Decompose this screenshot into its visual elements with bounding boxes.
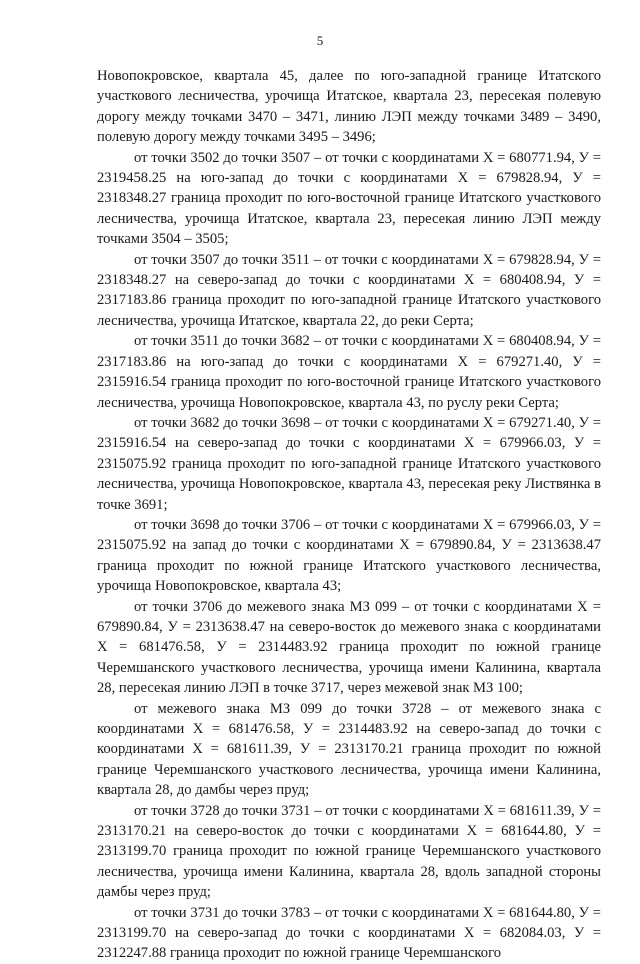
- paragraph-segment-3728-3731: от точки 3728 до точки 3731 – от точки с координатами X = 681611.39, У = 2313170.21 на северо-восток до точки с координатами X = 681644.80, У = 2313199.70 граница проходит по южной границе Черемшанского участкового лесничества, урочища имени Калинина, квартала 28, вдоль западной стороны дамбы через пруд;: [97, 802, 601, 901]
- page-number: 5: [316, 33, 324, 48]
- paragraph-continuation: Новопокровское, квартала 45, далее по юго-западной границе Итатского участкового лесничества, урочища Итатское, квартала 23, пересекая полевую дорогу между точками 3470 – 3471, линию ЛЭП между точками 3489 – 3490, полевую дорогу между точками 3495 – 3496;: [97, 68, 601, 146]
- paragraph-segment-mz099-3728: от межевого знака МЗ 099 до точки 3728 – от межевого знака с координатами X = 681476.58, У = 2314483.92 на северо-запад до точки с координатами X = 681611.39, У = 2313170.21 граница проходит по южной границе Черемшанского участкового лесничества, урочища имени Калинина, квартала 28, до дамбы через пруд;: [97, 700, 601, 799]
- paragraph-segment-3706-mz099: от точки 3706 до межевого знака МЗ 099 – от точки с координатами X = 679890.84, У = 2313638.47 на северо-восток до межевого знака с координатами X = 681476.58, У = 2314483.92 граница проходит по южной границе Черемшанского участкового лесничества, урочища имени Калинина, квартала 28, пересекая линию ЛЭП в точке 3717, через межевой знак МЗ 100;: [97, 598, 601, 697]
- document-body: [97, 66, 601, 964]
- paragraph-segment-3502-3507: от точки 3502 до точки 3507 – от точки с координатами X = 680771.94, У = 2319458.25 на юго-запад до точки с координатами X = 679828.94, У = 2318348.27 граница проходит по юго-восточной границе Итатского участкового лесничества, урочища Итатское, квартала 23, пересекая линию ЛЭП между точками 3504 – 3505;: [97, 149, 601, 248]
- paragraph-segment-3507-3511: от точки 3507 до точки 3511 – от точки с координатами X = 679828.94, У = 2318348.27 на северо-запад до точки с координатами X = 680408.94, У = 2317183.86 граница проходит по юго-западной границе Итатского участкового лесничества, урочища Итатское, квартала 22, до реки Серта;: [97, 251, 601, 329]
- paragraph-segment-3698-3706: от точки 3698 до точки 3706 – от точки с координатами X = 679966.03, У = 2315075.92 на запад до точки с координатами X = 679890.84, У = 2313638.47 граница проходит по южной границе Итатского участкового лесничества, урочища Новопокровское, квартала 43;: [97, 516, 601, 595]
- paragraph-segment-3731-3783: от точки 3731 до точки 3783 – от точки с координатами X = 681644.80, У = 2313199.70 на северо-запад до точки с координатами X = 682084.03, У = 2312247.88 граница проходит по южной границе Черемшанского: [97, 904, 601, 962]
- paragraph-segment-3511-3682: от точки 3511 до точки 3682 – от точки с координатами X = 680408.94, У = 2317183.86 на юго-запад до точки с координатами X = 679271.40, У = 2315916.54 граница проходит по юго-восточной границе Итатского участкового лесничества, урочища Новопокровское, квартала 43, по руслу реки Серта;: [97, 333, 601, 411]
- paragraph-segment-3682-3698: от точки 3682 до точки 3698 – от точки с координатами X = 679271.40, У = 2315916.54 на северо-запад до точки с координатами X = 679966.03, У = 2315075.92 граница проходит по юго-западной границе Итатского участкового лесничества, урочища Новопокровское, квартала 43, пересекая реку Листвянка в точке 3691;: [97, 414, 601, 513]
